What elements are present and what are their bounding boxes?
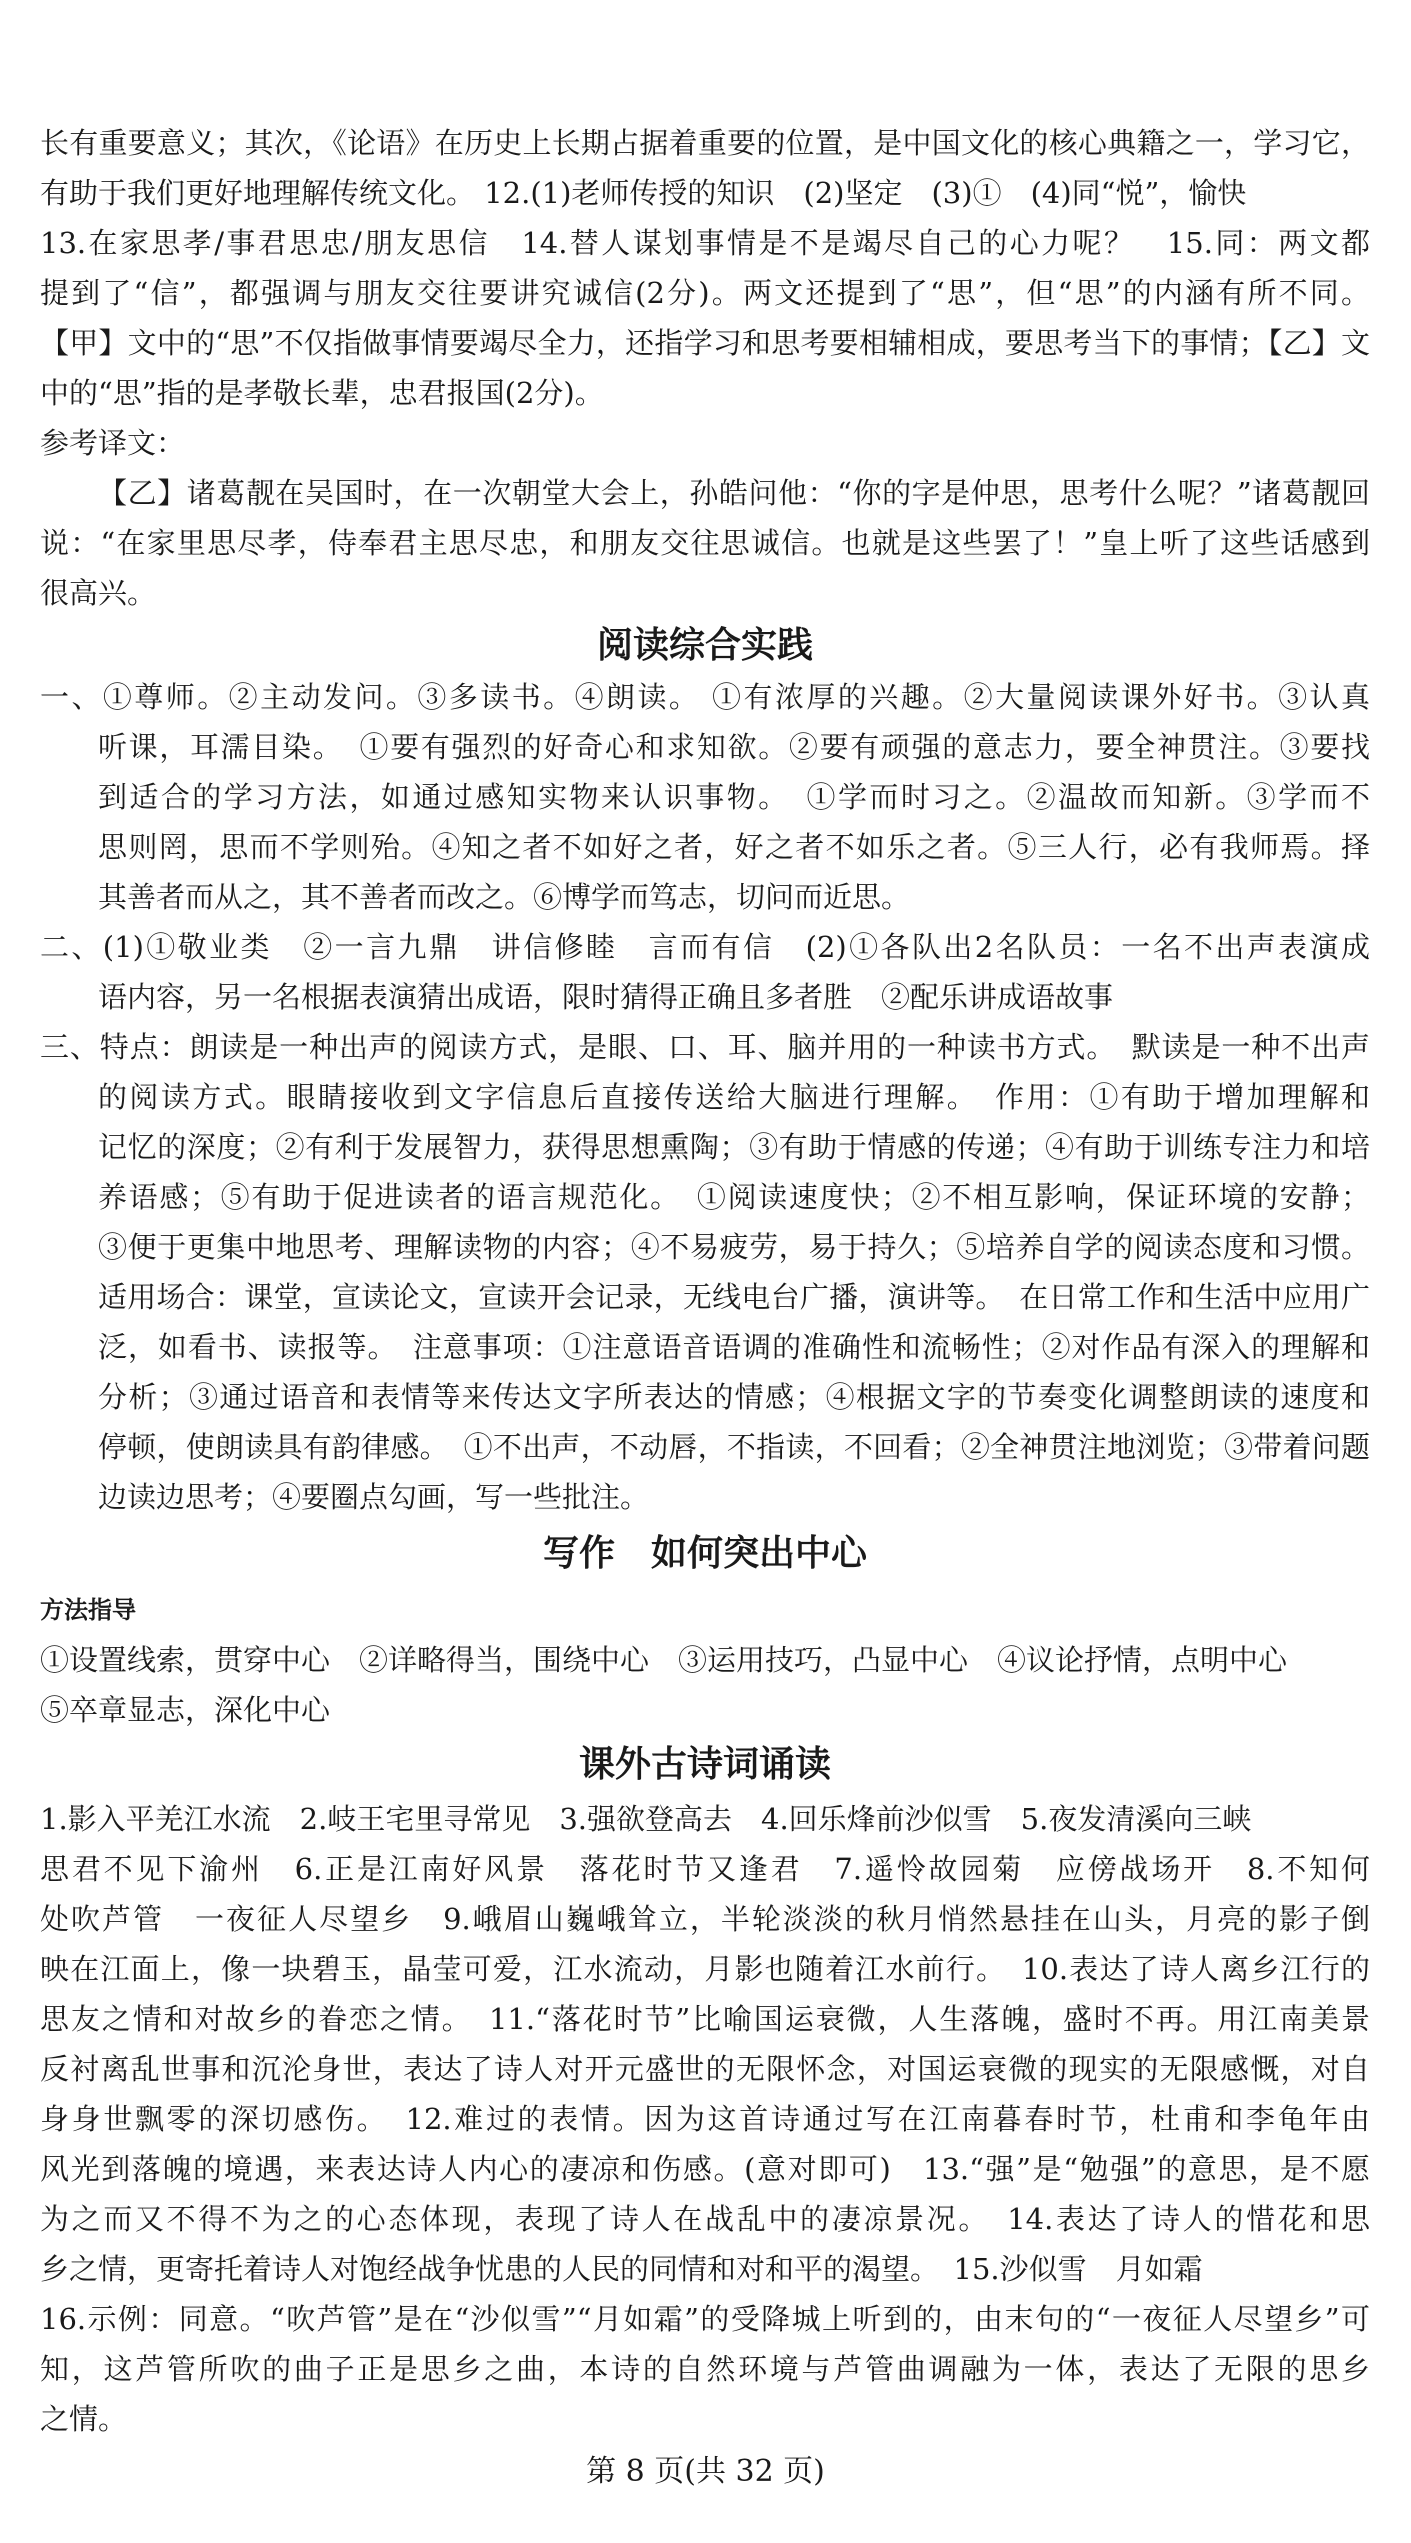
text-line: 长有重要意义；其次，《论语》在历史上长期占据着重要的位置，是中国文化的核心典籍之一，学习它， — [40, 126, 1370, 160]
text-line: 思友之情和对故乡的眷恋之情。 11.“落花时节”比喻国运衰微，人生落魄，盛时不再。用江南美景 — [40, 2002, 1370, 2036]
section-heading: 阅读综合实践 — [596, 624, 813, 666]
text-line: 其善者而从之，其不善者而改之。⑥博学而笃志，切问而近思。 — [98, 880, 911, 914]
text-line: 很高兴。 — [40, 576, 157, 610]
text-line: 为之而又不得不为之的心态体现，表现了诗人在战乱中的凄凉景况。 14.表达了诗人的惜花和思 — [40, 2202, 1370, 2236]
text-line: 13.在家思孝/事君思忠/朋友思信 14.替人谋划事情是不是竭尽自己的心力呢？ 15.同：两文都 — [40, 226, 1370, 260]
text-line: 停顿，使朗读具有韵律感。 ①不出声，不动唇，不指读，不回看；②全神贯注地浏览；③带着问题 — [98, 1430, 1370, 1464]
text-line: 【乙】诸葛靓在吴国时，在一次朝堂大会上，孙皓问他：“你的字是仲思，思考什么呢？”诸葛靓回 — [98, 476, 1370, 510]
text-line: ③便于更集中地思考、理解读物的内容；④不易疲劳，易于持久；⑤培养自学的阅读态度和习惯。 — [98, 1230, 1370, 1264]
page-number: 第 8 页(共 32 页) — [586, 2454, 825, 2489]
text-line: 语内容，另一名根据表演猜出成语，限时猜得正确且多者胜 ②配乐讲成语故事 — [98, 980, 1114, 1014]
text-line: 泛，如看书、读报等。 注意事项：①注意语音语调的准确性和流畅性；②对作品有深入的理解和 — [98, 1330, 1370, 1364]
text-line: 提到了“信”，都强调与朋友交往要讲究诚信(2分)。两文还提到了“思”，但“思”的内涵有所不同。 — [40, 276, 1370, 310]
text-line: 风光到落魄的境遇，来表达诗人内心的凄凉和伤感。(意对即可) 13.“强”是“勉强”的意思，是不愿 — [40, 2152, 1370, 2186]
subheading: 方法指导 — [40, 1596, 136, 1624]
text-line: 说：“在家里思尽孝，侍奉君主思尽忠，和朋友交往思诚信。也就是这些罢了！”皇上听了这些话感到 — [40, 526, 1370, 560]
text-line: 处吹芦管 一夜征人尽望乡 9.峨眉山巍峨耸立，半轮淡淡的秋月悄然悬挂在山头，月亮的影子倒 — [40, 1902, 1370, 1936]
text-line: 适用场合：课堂，宣读论文，宣读开会记录，无线电台广播，演讲等。 在日常工作和生活中应用广 — [98, 1280, 1370, 1314]
text-line: 的阅读方式。眼睛接收到文字信息后直接传送给大脑进行理解。 作用：①有助于增加理解和 — [98, 1080, 1370, 1114]
text-line: 思则罔，思而不学则殆。④知之者不如好之者，好之者不如乐之者。⑤三人行，必有我师焉。择 — [98, 830, 1370, 864]
text-line: 乡之情，更寄托着诗人对饱经战争忧患的人民的同情和对和平的渴望。 15.沙似雪 月如霜 — [40, 2252, 1203, 2286]
text-line: 知，这芦管所吹的曲子正是思乡之曲，本诗的自然环境与芦管曲调融为一体，表达了无限的思乡 — [40, 2352, 1370, 2386]
text-line: 一、①尊师。②主动发问。③多读书。④朗读。 ①有浓厚的兴趣。②大量阅读课外好书。③认真 — [40, 680, 1370, 714]
text-line: 16.示例：同意。“吹芦管”是在“沙似雪”“月如霜”的受降城上听到的，由末句的“一夜征人尽望乡”可 — [40, 2302, 1370, 2336]
text-line: 映在江面上，像一块碧玉，晶莹可爱，江水流动，月影也随着江水前行。 10.表达了诗人离乡江行的 — [40, 1952, 1370, 1986]
section-heading: 写作 如何突出中心 — [542, 1532, 867, 1574]
text-line: 养语感；⑤有助于促进读者的语言规范化。 ①阅读速度快；②不相互影响，保证环境的安静； — [98, 1180, 1370, 1214]
text-line: ⑤卒章显志，深化中心 — [40, 1693, 331, 1727]
text-line: 身身世飘零的深切感伤。 12.难过的表情。因为这首诗通过写在江南暮春时节，杜甫和李龟年由 — [40, 2102, 1370, 2136]
text-line: 二、(1)①敬业类 ②一言九鼎 讲信修睦 言而有信 (2)①各队出2名队员：一名不出声表演成 — [40, 930, 1370, 964]
text-line: 听课，耳濡目染。 ①要有强烈的好奇心和求知欲。②要有顽强的意志力，要全神贯注。③要找 — [98, 730, 1370, 764]
text-line: 有助于我们更好地理解传统文化。 12.(1)老师传授的知识 (2)坚定 (3)① (4)同“悦”，愉快 — [40, 176, 1247, 210]
text-line: 中的“思”指的是孝敬长辈，忠君报国(2分)。 — [40, 376, 604, 410]
text-line: 【甲】文中的“思”不仅指做事情要竭尽全力，还指学习和思考要相辅相成，要思考当下的事情；【乙】文 — [40, 326, 1370, 360]
text-line: 三、特点：朗读是一种出声的阅读方式，是眼、口、耳、脑并用的一种读书方式。 默读是一种不出声 — [40, 1030, 1370, 1064]
text-line: 记忆的深度；②有利于发展智力，获得思想熏陶；③有助于情感的传递；④有助于训练专注力和培 — [98, 1130, 1370, 1164]
text-line: 边读边思考；④要圈点勾画，写一些批注。 — [98, 1480, 650, 1514]
text-line: 参考译文： — [40, 426, 186, 460]
text-line: 到适合的学习方法，如通过感知实物来认识事物。 ①学而时习之。②温故而知新。③学而不 — [98, 780, 1370, 814]
section-heading: 课外古诗词诵读 — [578, 1743, 831, 1785]
text-line: ①设置线索，贯穿中心 ②详略得当，围绕中心 ③运用技巧，凸显中心 ④议论抒情，点明中心 — [40, 1643, 1288, 1677]
answer-document — [40, 118, 1370, 2444]
text-line: 之情。 — [40, 2402, 128, 2436]
text-line: 反衬离乱世事和沉沦身世，表达了诗人对开元盛世的无限怀念，对国运衰微的现实的无限感慨，对自 — [40, 2052, 1370, 2086]
text-line: 分析；③通过语音和表情等来传达文字所表达的情感；④根据文字的节奏变化调整朗读的速度和 — [98, 1380, 1370, 1414]
text-line: 1.影入平羌江水流 2.岐王宅里寻常见 3.强欲登高去 4.回乐烽前沙似雪 5.夜发清溪向三峡 — [40, 1802, 1252, 1836]
text-line: 思君不见下渝州 6.正是江南好风景 落花时节又逢君 7.遥怜故园菊 应傍战场开 8.不知何 — [40, 1852, 1370, 1886]
